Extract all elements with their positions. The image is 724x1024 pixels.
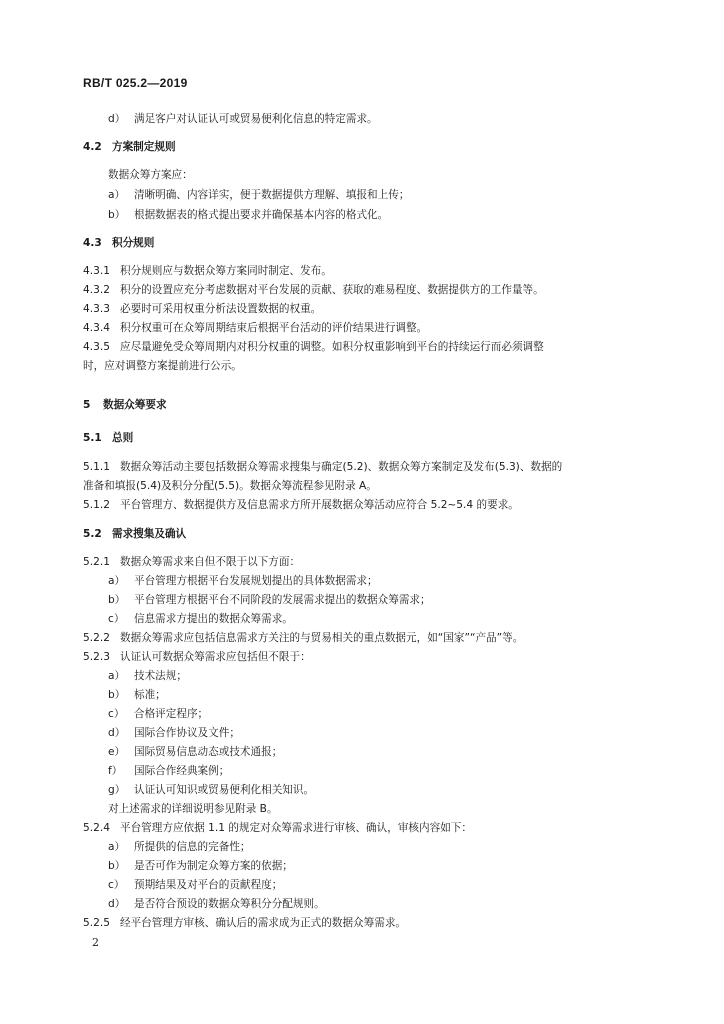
clause	[0, 457, 724, 477]
clause	[0, 628, 724, 648]
clause-text: 认证认可数据众筹需求应包括但不限于：	[120, 651, 311, 663]
list-marker: c）	[108, 708, 125, 720]
clause-text: 必要时可采用权重分析法设置数据的权重。	[120, 303, 322, 315]
clause	[0, 552, 724, 572]
clause-text: 数据众筹活动主要包括数据众筹需求搜集与确定(5.2)、数据众筹方案制定及发布(5.3)、数据的	[120, 461, 563, 473]
clause-text: 积分的设置应充分考虑数据对平台发展的贡献、获取的难易程度、数据提供方的工作量等。	[120, 284, 544, 296]
list-item-text: 清晰明确、内容详实，便于数据提供方理解、填报和上传；	[134, 189, 410, 201]
section-number: 5.2	[83, 528, 102, 540]
list-item-text: 预期结果及对平台的贡献程度；	[134, 879, 283, 891]
section-heading	[0, 233, 724, 253]
clause-number: 4.3.3	[83, 303, 110, 315]
clause	[0, 280, 724, 300]
list-item-text: 标准；	[134, 689, 166, 701]
list-item	[0, 704, 724, 724]
list-item	[0, 571, 724, 591]
paragraph	[0, 799, 724, 819]
clause-text: 数据众筹需求应包括信息需求方关注的与贸易相关的重点数据元，如“国家”“产品”等。	[120, 632, 524, 644]
list-item-text: 是否可作为制定众筹方案的依据；	[134, 860, 293, 872]
clause-number: 5.2.5	[83, 917, 110, 929]
document-code: RB/T 025.2—2019	[83, 76, 188, 90]
paragraph-text: 数据众筹方案应：	[108, 169, 193, 181]
section-heading	[0, 395, 724, 415]
list-marker: b）	[108, 860, 126, 872]
clause-text: 准备和填报(5.4)及积分分配(5.5)。数据众筹流程参见附录 A。	[83, 480, 377, 492]
list-item	[0, 856, 724, 876]
clause	[0, 299, 724, 319]
list-item-text: 认证认可知识或贸易便利化相关知识。	[134, 784, 315, 796]
list-item-text: 国际合作协议及文件；	[134, 727, 240, 739]
section-title: 积分规则	[112, 237, 155, 249]
paragraph-text: 对上述需求的详细说明参见附录 B。	[108, 803, 278, 815]
section-title: 总则	[112, 432, 134, 444]
section-title: 方案制定规则	[112, 141, 176, 153]
clause-number: 4.3.2	[83, 284, 110, 296]
clause-number: 4.3.5	[83, 341, 110, 353]
clause-continuation	[0, 476, 724, 496]
page-number: 2	[92, 936, 99, 949]
clause-text: 平台管理方、数据提供方及信息需求方所开展数据众筹活动应符合 5.2~5.4 的要求。	[120, 499, 519, 511]
section-title: 需求搜集及确认	[112, 528, 187, 540]
clause-text: 应尽量避免受众筹周期内对积分权重的调整。如积分权重影响到平台的持续运行而必须调整	[120, 341, 544, 353]
section-title: 数据众筹要求	[103, 399, 167, 411]
section-number: 5	[83, 399, 91, 411]
list-item	[0, 590, 724, 610]
list-marker: a）	[108, 841, 126, 853]
clause-number: 5.1.1	[83, 461, 110, 473]
list-item-text: 满足客户对认证认可或贸易便利化信息的特定需求。	[134, 113, 378, 125]
list-item	[0, 666, 724, 686]
list-item	[0, 723, 724, 743]
list-marker: d）	[108, 898, 126, 910]
clause-number: 4.3.4	[83, 322, 110, 334]
list-marker: e）	[108, 746, 126, 758]
list-item-text: 是否符合预设的数据众筹积分分配规则。	[134, 898, 325, 910]
list-marker: a）	[108, 575, 126, 587]
list-marker: c）	[108, 613, 125, 625]
clause-number: 5.1.2	[83, 499, 110, 511]
list-marker: b）	[108, 209, 126, 221]
section-number: 4.2	[83, 141, 102, 153]
section-heading	[0, 428, 724, 448]
clause-text: 经平台管理方审核、确认后的需求成为正式的数据众筹需求。	[120, 917, 407, 929]
clause	[0, 318, 724, 338]
list-item-text: 平台管理方根据平台发展规划提出的具体数据需求；	[134, 575, 378, 587]
clause	[0, 261, 724, 281]
list-item	[0, 875, 724, 895]
list-marker: f）	[108, 765, 123, 777]
clause-text: 数据众筹需求来自但不限于以下方面：	[120, 556, 301, 568]
clause-number: 5.2.2	[83, 632, 110, 644]
clause-text: 积分规则应与数据众筹方案同时制定、发布。	[120, 265, 332, 277]
paragraph	[0, 165, 724, 185]
clause-text: 平台管理方应依据 1.1 的规定对众筹需求进行审核、确认，审核内容如下：	[120, 822, 472, 834]
clause	[0, 818, 724, 838]
list-marker: d）	[108, 113, 126, 125]
list-item-text: 根据数据表的格式提出要求并确保基本内容的格式化。	[134, 209, 389, 221]
section-number: 4.3	[83, 237, 102, 249]
list-item	[0, 742, 724, 762]
list-item	[0, 609, 724, 629]
list-item	[0, 780, 724, 800]
list-item-text: 信息需求方提出的数据众筹需求。	[134, 613, 293, 625]
list-item-text: 技术法规；	[134, 670, 187, 682]
list-marker: b）	[108, 689, 126, 701]
clause-number: 4.3.1	[83, 265, 110, 277]
clause-number: 5.2.3	[83, 651, 110, 663]
clause-number: 5.2.4	[83, 822, 110, 834]
clause	[0, 647, 724, 667]
list-item	[0, 894, 724, 914]
list-item-text: 合格评定程序；	[134, 708, 209, 720]
list-marker: a）	[108, 670, 126, 682]
list-item-text: 国际合作经典案例；	[134, 765, 230, 777]
clause	[0, 495, 724, 515]
list-item	[0, 761, 724, 781]
clause	[0, 913, 724, 933]
clause-text: 时，应对调整方案提前进行公示。	[83, 360, 242, 372]
list-marker: d）	[108, 727, 126, 739]
list-item-text: 所提供的信息的完备性；	[134, 841, 251, 853]
list-item	[0, 837, 724, 857]
clause	[0, 337, 724, 357]
list-marker: g）	[108, 784, 126, 796]
list-item	[0, 205, 724, 225]
clause-continuation	[0, 356, 724, 376]
section-heading	[0, 137, 724, 157]
list-item	[0, 685, 724, 705]
section-heading	[0, 524, 724, 544]
list-marker: a）	[108, 189, 126, 201]
list-marker: c）	[108, 879, 125, 891]
list-item	[0, 185, 724, 205]
list-item	[0, 109, 724, 129]
clause-text: 积分权重可在众筹周期结束后根据平台活动的评价结果进行调整。	[120, 322, 428, 334]
clause-number: 5.2.1	[83, 556, 110, 568]
list-item-text: 平台管理方根据平台不同阶段的发展需求提出的数据众筹需求；	[134, 594, 431, 606]
section-number: 5.1	[83, 432, 102, 444]
list-marker: b）	[108, 594, 126, 606]
list-item-text: 国际贸易信息动态或技术通报；	[134, 746, 283, 758]
